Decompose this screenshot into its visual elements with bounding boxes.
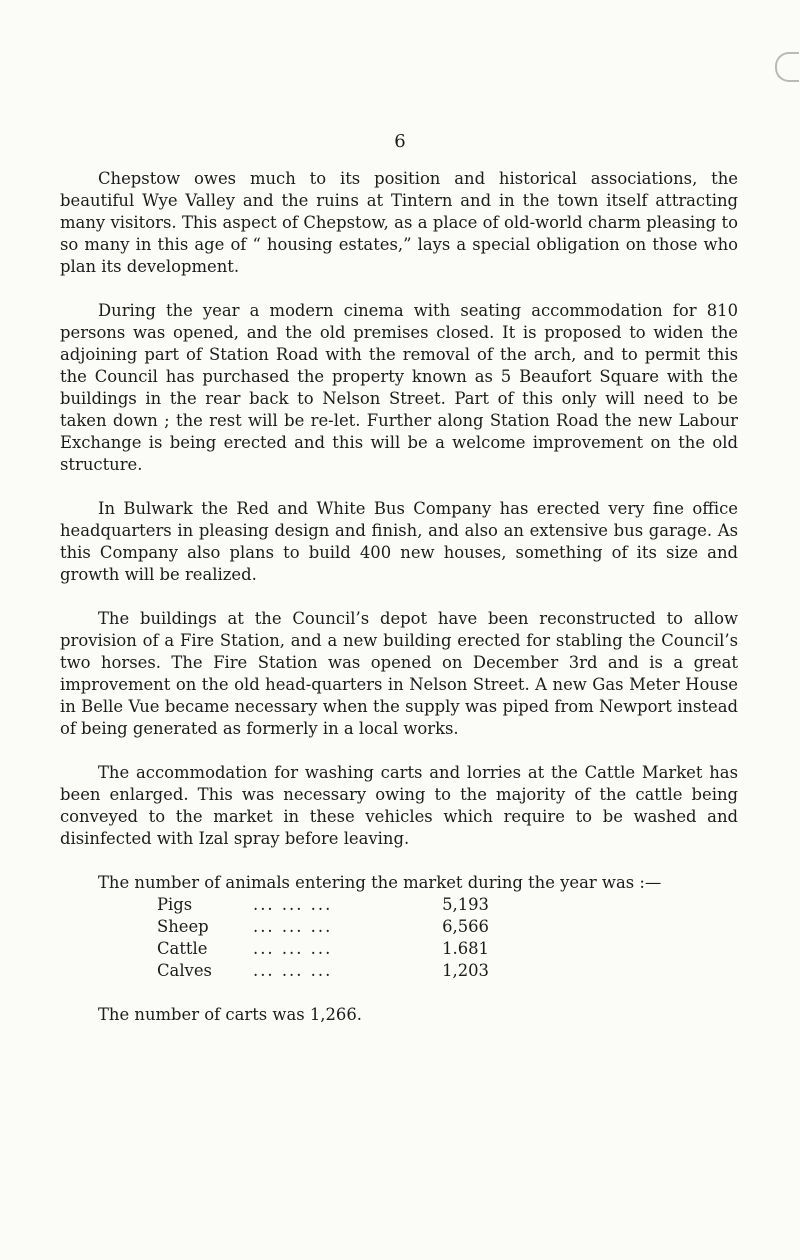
paragraph-bulwark-bus-company: In Bulwark the Red and White Bus Company has erected very fine office headquarters in pleasing design and finish, and also an extensive bus garage. As this Company also plans to build 400 new houses, something of its size and growth will be realized. bbox=[60, 499, 738, 584]
table-row bbox=[157, 916, 489, 938]
animal-count: 1.681 bbox=[442, 939, 489, 958]
table-row bbox=[157, 938, 489, 960]
animal-count: 6,566 bbox=[442, 917, 489, 936]
leader-dots: ... ... ... bbox=[253, 895, 333, 914]
paragraph-chepstow-associations: Chepstow owes much to its position and historical associations, the beautiful Wye Valley and the ruins at Tintern and in the town itself attracting many visitors. This aspect of Chepstow, as a place of old-world charm pleasing to so many in this age of “ housing estates,” lays a special obligation on those who plan its development. bbox=[60, 169, 738, 276]
animal-count: 1,203 bbox=[442, 961, 489, 980]
leader-dots: ... ... ... bbox=[253, 961, 333, 980]
table-row bbox=[157, 960, 489, 982]
paragraph-cinema-station-road: During the year a modern cinema with seating accommodation for 810 persons was opened, and the old premises closed. It is proposed to widen the adjoining part of Station Road with the removal of the arch, and to permit this the Council has purchased the property known as 5 Beaufort Square with the buildings in the rear back to Nelson Street. Part of this only will need to be taken down ; the rest will be re-let. Further along Station Road the new Labour Exchange is being erected and this will be a welcome improvement on the old structure. bbox=[60, 301, 738, 474]
paragraph-animals-intro: The number of animals entering the market during the year was :— bbox=[98, 873, 662, 892]
paragraph-cattle-market: The accommodation for washing carts and lorries at the Cattle Market has been enlarged. This was necessary owing to the majority of the cattle being conveyed to the market in these vehicles which require to be washed and disinfected with Izal spray before leaving. bbox=[60, 763, 738, 848]
leader-dots: ... ... ... bbox=[253, 939, 333, 958]
table-row bbox=[157, 894, 489, 916]
document-body bbox=[60, 168, 738, 1026]
carts-total-sentence: The number of carts was 1,266. bbox=[98, 1005, 362, 1024]
leader-dots: ... ... ... bbox=[253, 917, 333, 936]
animal-name: Calves bbox=[157, 961, 212, 980]
animal-name: Pigs bbox=[157, 895, 193, 914]
paragraph-council-depot: The buildings at the Council’s depot have been reconstructed to allow provision of a Fire Station, and a new building erected for stabling the Council’s two horses. The Fire Station was opened on December 3rd and is a great improvement on the old head-quarters in Nelson Street. A new Gas Meter House in Belle Vue became necessary when the supply was piped from Newport instead of being generated as formerly in a local works. bbox=[60, 609, 738, 738]
page-number: 6 bbox=[394, 131, 406, 152]
livestock-table bbox=[157, 894, 489, 982]
animal-count: 5,193 bbox=[442, 895, 489, 914]
animal-name: Sheep bbox=[157, 917, 209, 936]
page-corner-mark bbox=[775, 52, 799, 82]
animal-name: Cattle bbox=[157, 939, 208, 958]
